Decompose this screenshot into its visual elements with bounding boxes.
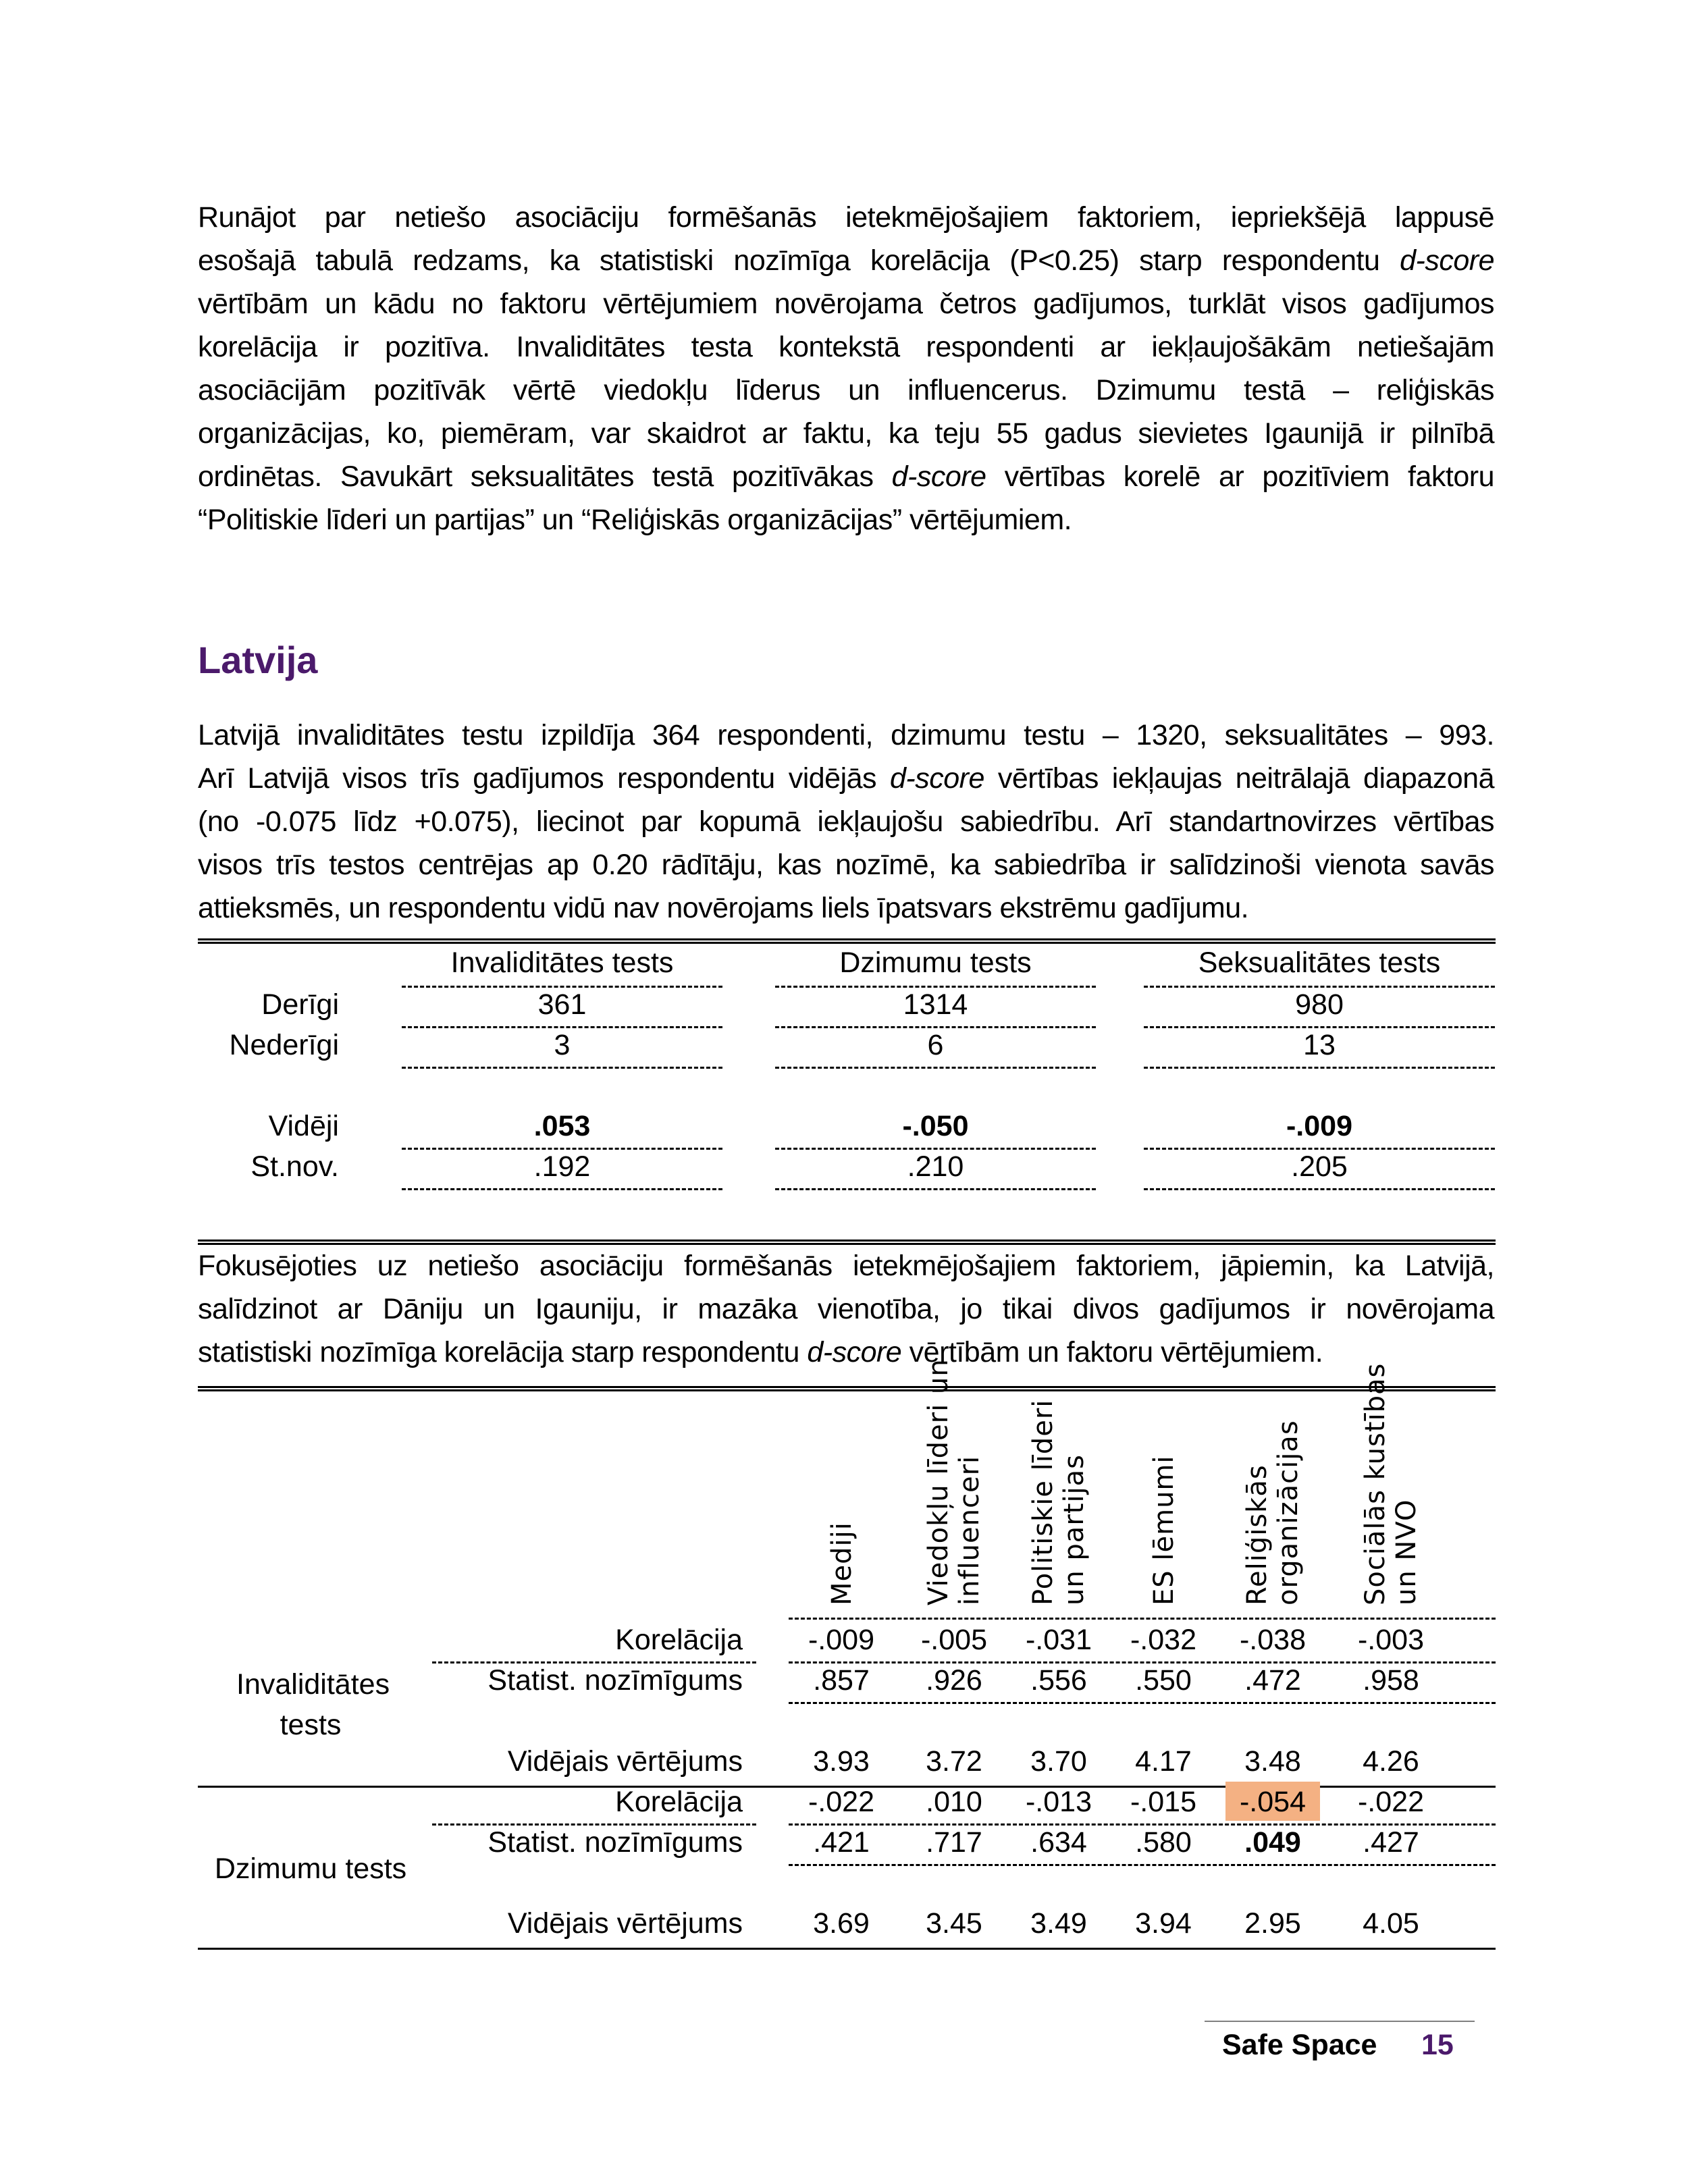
dashed-divider xyxy=(402,1188,722,1190)
paragraph-line: korelācija ir pozitīva. Invaliditātes testa kontekstā respondenti ar iekļaujošākām netiešajām xyxy=(198,331,1494,363)
dashed-divider xyxy=(775,986,1096,988)
dashed-divider xyxy=(402,1067,722,1069)
column-header-vertical: Viedokļu līderi un xyxy=(923,1358,954,1605)
table-cell: .053 xyxy=(533,1110,591,1142)
dashed-divider xyxy=(789,1618,1496,1620)
table-cell: -.032 xyxy=(1130,1624,1196,1656)
dashed-divider xyxy=(1144,1148,1495,1150)
table-cell: .010 xyxy=(926,1786,982,1818)
table-cell: .210 xyxy=(907,1150,964,1183)
latvia-paragraph xyxy=(198,714,1494,930)
column-header-vertical: Reliģiskās xyxy=(1242,1464,1273,1605)
table-top-rule xyxy=(198,1386,1496,1391)
table-cell: .926 xyxy=(926,1664,982,1697)
row-label: Statist. nozīmīgums xyxy=(487,1664,743,1697)
row-label: Nederīgi xyxy=(229,1029,339,1061)
dashed-divider xyxy=(775,1188,1096,1190)
row-label: Korelācija xyxy=(615,1624,743,1656)
table-cell: -.013 xyxy=(1025,1786,1092,1818)
table-cell: -.031 xyxy=(1025,1624,1092,1656)
table-cell: 2.95 xyxy=(1244,1907,1301,1940)
table-cell: -.015 xyxy=(1130,1786,1196,1818)
table-cell: .192 xyxy=(533,1150,591,1183)
dashed-divider xyxy=(1144,1188,1495,1190)
focus-paragraph xyxy=(198,1244,1494,1374)
table-cell: 3.70 xyxy=(1030,1745,1087,1778)
paragraph-line: Runājot par netiešo asociāciju formēšanās ietekmējošajiem faktoriem, iepriekšējā lappusē xyxy=(198,201,1494,234)
column-header-vertical: Politiskie līderi xyxy=(1028,1399,1059,1605)
column-header: Invaliditātes tests xyxy=(450,947,674,979)
italic-term: d-score xyxy=(1400,244,1494,277)
table-cell: 3.45 xyxy=(926,1907,982,1940)
table-cell: .049 xyxy=(1244,1826,1301,1859)
paragraph-line: visos trīs testos centrējas ap 0.20 rādītāju, kas nozīmē, ka sabiedrība ir salīdzinoši vienota savās xyxy=(198,849,1494,881)
table-cell: -.054 xyxy=(1239,1786,1306,1818)
paragraph-line: “Politiskie līderi un partijas” un “Reliģiskās organizācijas” vērtējumiem. xyxy=(198,504,1072,536)
table-cell: .958 xyxy=(1363,1664,1419,1697)
column-header-vertical: influenceri xyxy=(954,1455,985,1605)
paragraph-line: Latvijā invaliditātes testu izpildīja 364 respondenti, dzimumu testu – 1320, seksualitātes – 993. xyxy=(198,719,1494,751)
table-cell: 980 xyxy=(1295,988,1344,1021)
table-cell: 3.94 xyxy=(1135,1907,1192,1940)
paragraph-line: esošajā tabulā redzams, ka statistiski nozīmīga korelācija (P<0.25) starp respondentu d-score xyxy=(198,244,1494,277)
dashed-divider xyxy=(1144,986,1495,988)
column-header: Seksualitātes tests xyxy=(1198,947,1441,979)
column-header-vertical: Sociālās kustības xyxy=(1360,1362,1391,1605)
italic-term: d-score xyxy=(890,762,984,795)
row-label: Vidējais vērtējums xyxy=(507,1907,743,1940)
table-top-rule xyxy=(198,938,1496,944)
paragraph-line: Arī Latvijā visos trīs gadījumos respondentu vidējās d-score vērtības iekļaujas neitrālajā diapazonā xyxy=(198,762,1494,795)
paragraph-line: ordinētas. Savukārt seksualitātes testā pozitīvākas d-score vērtības korelē ar pozitīviem faktoru xyxy=(198,460,1494,493)
dashed-divider xyxy=(775,1026,1096,1028)
page-number: 15 xyxy=(1421,2029,1454,2061)
row-label: Vidēji xyxy=(268,1110,339,1142)
dashed-divider xyxy=(432,1661,756,1663)
table-cell: 3 xyxy=(554,1029,571,1061)
table-cell: 4.26 xyxy=(1363,1745,1419,1778)
column-header-vertical: ES lēmumi xyxy=(1149,1455,1180,1605)
dashed-divider xyxy=(402,1026,722,1028)
section-heading-latvija: Latvija xyxy=(198,639,318,681)
table-cell: .634 xyxy=(1030,1826,1087,1859)
paragraph-line: Fokusējoties uz netiešo asociāciju formēšanās ietekmējošajiem faktoriem, jāpiemin, ka Latvijā, xyxy=(198,1250,1494,1282)
row-label: Vidējais vērtējums xyxy=(507,1745,743,1778)
dashed-divider xyxy=(402,1148,722,1150)
table-cell: .427 xyxy=(1363,1826,1419,1859)
row-label: St.nov. xyxy=(250,1150,339,1183)
table-cell: .717 xyxy=(926,1826,982,1859)
dashed-divider xyxy=(789,1702,1496,1704)
table-cell: .580 xyxy=(1135,1826,1192,1859)
table-cell: -.038 xyxy=(1239,1624,1306,1656)
paragraph-line: statistiski nozīmīga korelācija starp respondentu d-score vērtībām un faktoru vērtējumiem. xyxy=(198,1336,1323,1368)
italic-term: d-score xyxy=(807,1336,902,1368)
paragraph-line: attieksmēs, un respondentu vidū nav novērojams liels īpatsvars ekstrēmu gadījumu. xyxy=(198,892,1249,924)
dashed-divider xyxy=(789,1661,1496,1663)
table-cell: 3.93 xyxy=(813,1745,870,1778)
row-label: Statist. nozīmīgums xyxy=(487,1826,743,1859)
paragraph-line: (no -0.075 līdz +0.075), liecinot par kopumā iekļaujošu sabiedrību. Arī standartnovirzes vērtības xyxy=(198,805,1494,838)
column-header-vertical: un partijas xyxy=(1059,1454,1090,1605)
table-cell: .550 xyxy=(1135,1664,1192,1697)
column-header-vertical: un NVO xyxy=(1391,1499,1422,1605)
dashed-divider xyxy=(775,1067,1096,1069)
table-cell: 361 xyxy=(537,988,587,1021)
italic-term: d-score xyxy=(891,460,986,493)
table-cell: 6 xyxy=(927,1029,944,1061)
dashed-divider xyxy=(1144,1067,1495,1069)
group-label: Invaliditātes tests xyxy=(236,1668,390,1741)
table-cell: 3.49 xyxy=(1030,1907,1087,1940)
row-label: Korelācija xyxy=(615,1786,743,1818)
dashed-divider xyxy=(775,1148,1096,1150)
table-cell: -.022 xyxy=(1357,1786,1424,1818)
paragraph-line: asociācijām pozitīvāk vērtē viedokļu līderus un influencerus. Dzimumu testā – reliģiskās xyxy=(198,374,1494,406)
table-cell: .421 xyxy=(813,1826,870,1859)
table-cell: -.003 xyxy=(1357,1624,1424,1656)
table-cell: .857 xyxy=(813,1664,870,1697)
table-cell: 4.05 xyxy=(1363,1907,1419,1940)
table-cell: -.022 xyxy=(808,1786,874,1818)
table-cell: .205 xyxy=(1291,1150,1348,1183)
paragraph-line: vērtībām un kādu no faktoru vērtējumiem novērojama četros gadījumos, turklāt visos gadījumos xyxy=(198,288,1494,320)
footer-rule xyxy=(1205,2021,1475,2022)
dashed-divider xyxy=(432,1823,756,1826)
intro-paragraph xyxy=(198,196,1494,541)
dashed-divider xyxy=(789,1823,1496,1826)
table-cell: -.009 xyxy=(808,1624,874,1656)
column-header-vertical: Mediji xyxy=(826,1522,858,1605)
table-cell: -.009 xyxy=(1286,1110,1352,1142)
column-header: Dzimumu tests xyxy=(839,947,1032,979)
table-cell: -.005 xyxy=(920,1624,987,1656)
table-cell: -.050 xyxy=(902,1110,969,1142)
table-cell: 3.48 xyxy=(1244,1745,1301,1778)
dashed-divider xyxy=(1144,1026,1495,1028)
table-cell: 3.69 xyxy=(813,1907,870,1940)
table-cell: 1314 xyxy=(903,988,968,1021)
group-label: Dzimumu tests xyxy=(214,1853,407,1885)
footer-title: Safe Space xyxy=(1222,2029,1377,2061)
dashed-divider xyxy=(402,986,722,988)
table-cell: 13 xyxy=(1303,1029,1336,1061)
table-cell: .472 xyxy=(1244,1664,1301,1697)
row-label: Derīgi xyxy=(261,988,339,1021)
table-cell: .556 xyxy=(1030,1664,1087,1697)
dashed-divider xyxy=(789,1864,1496,1866)
table-cell: 4.17 xyxy=(1135,1745,1192,1778)
column-header-vertical: organizācijas xyxy=(1273,1420,1304,1605)
paragraph-line: salīdzinot ar Dāniju un Igauniju, ir mazāka vienotība, jo tikai divos gadījumos ir novērojama xyxy=(198,1293,1494,1325)
table-cell: 3.72 xyxy=(926,1745,982,1778)
group-divider xyxy=(198,1948,1496,1950)
paragraph-line: organizācijas, ko, piemēram, var skaidrot ar faktu, ka teju 55 gadus sievietes Igaunijā ir pilnībā xyxy=(198,417,1494,450)
